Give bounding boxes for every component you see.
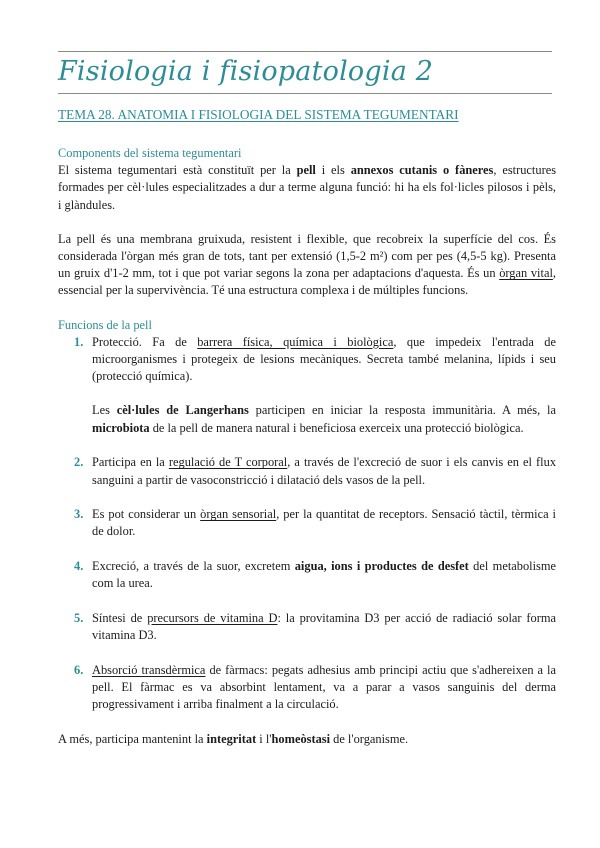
text-run: Les [92,403,117,418]
text-run: , estructures formades per cèl·lules especialitzades a dur a terme alguna funció: hi ha els fol·licles pilosos i pèls, i glàndules. [58,163,557,212]
text-run: , per la quantitat de receptors. Sensació tàctil, tèrmica i de dolor. [92,507,557,539]
components-paragraph-1 [58,162,556,214]
text-run: Participa en la [92,455,169,470]
text-run: Síntesi de [92,611,148,626]
functions-heading: Funcions de la pell [58,317,152,332]
list-item [58,334,556,437]
text-run: de la pell de manera natural i beneficiosa exerceix una protecció biològica. [149,420,524,435]
topic-heading: TEMA 28. ANATOMIA I FISIOLOGIA DEL SISTEMA TEGUMENTARI [58,107,459,122]
bold-term: integritat [206,731,257,746]
list-item [58,506,556,540]
list-item-subparagraph [92,402,556,436]
text-run: : la provitamina D3 per acció de radiació solar forma vitamina D3. [92,611,556,643]
list-number: 4. [74,559,84,574]
bold-term: cèl·lules de Langerhans [116,403,249,418]
text-run: de l'organisme. [330,731,409,746]
components-heading: Components del sistema tegumentari [58,146,242,160]
text-run: , a través de l'excreció de suor i els canvis en el flux sanguini a partir de vasoconstricció i dilatació dels vasos de la pell. [92,455,557,487]
header-rule-bottom [58,93,552,94]
list-item-text [92,558,556,592]
text-run: Protecció. Fa de [92,334,198,349]
bold-term: microbiota [92,420,150,435]
list-item-text [92,454,556,488]
list-item-text [92,662,556,714]
list-number: 5. [74,611,84,626]
bold-term: aigua, ions i productes de desfet [294,559,469,574]
list-number: 2. [74,455,84,470]
text-run: Es pot considerar un [92,507,201,522]
closing-paragraph [58,731,556,748]
text-run: A més, participa mantenint la [58,731,207,746]
text-run: i l' [256,731,272,746]
document-body [58,106,556,748]
keyword-pell: pell [296,163,316,178]
list-item-text [92,334,556,386]
bold-term: homeòstasi [271,731,331,746]
list-item [58,610,556,644]
text-run: i els [315,163,351,178]
underlined-term: barrera física, química i biològica [197,334,394,349]
list-item-text [92,610,556,644]
text-run: , que impedeix l'entrada de microorganismes i protegeix de lesions mecàniques. Secreta també melanina, lípids i seu (protecció química). [92,334,556,384]
text-run: , essencial per la supervivència. Té una estructura complexa i de múltiples funcions. [58,266,556,298]
components-paragraph-2 [58,231,556,300]
functions-list [58,334,556,714]
list-item-text [92,506,556,540]
text-run: participen en iniciar la resposta immunitària. A més, la [248,403,556,418]
keyword-annexos: annexos cutanis o fàneres [350,163,494,178]
underlined-organ-vital: òrgan vital [499,266,553,281]
list-number: 6. [74,662,84,677]
list-item [58,662,556,714]
list-item [58,454,556,488]
underlined-term: precursors de vitamina D [147,611,278,626]
underlined-term: Absorció transdèrmica [92,662,206,677]
underlined-term: regulació de T corporal [168,455,288,470]
text-run: El sistema tegumentari està constituït per la [58,163,297,178]
text-run: Excreció, a través de la suor, excretem [92,559,295,574]
text-run: del metabolisme com la urea. [92,559,556,591]
header-rule-top [58,51,552,52]
list-number: 1. [74,334,84,349]
document-title: Fisiologia i fisiopatologia 2 [58,56,434,87]
text-run: de fàrmacs: pegats adhesius amb principi actiu que s'adhereixen a la pell. El fàrmac es va absorbint lentament, va a parar a vasos sanguinis del derma progressivament i arriba finalment a la circulació. [92,662,556,712]
underlined-term: òrgan sensorial [200,507,277,522]
text-run: La pell és una membrana gruixuda, resistent i flexible, que recobreix la superfície del cos. És considerada l'òrgan més gran de tots, tant per extensió (1,5-2 m²) com per pes (4,5-5 kg). Presenta un gruix d'1-2 mm, tot i que pot variar segons la zona per adaptacions d'aquesta. És un [58,231,556,281]
list-item [58,558,556,592]
list-number: 3. [74,507,84,522]
